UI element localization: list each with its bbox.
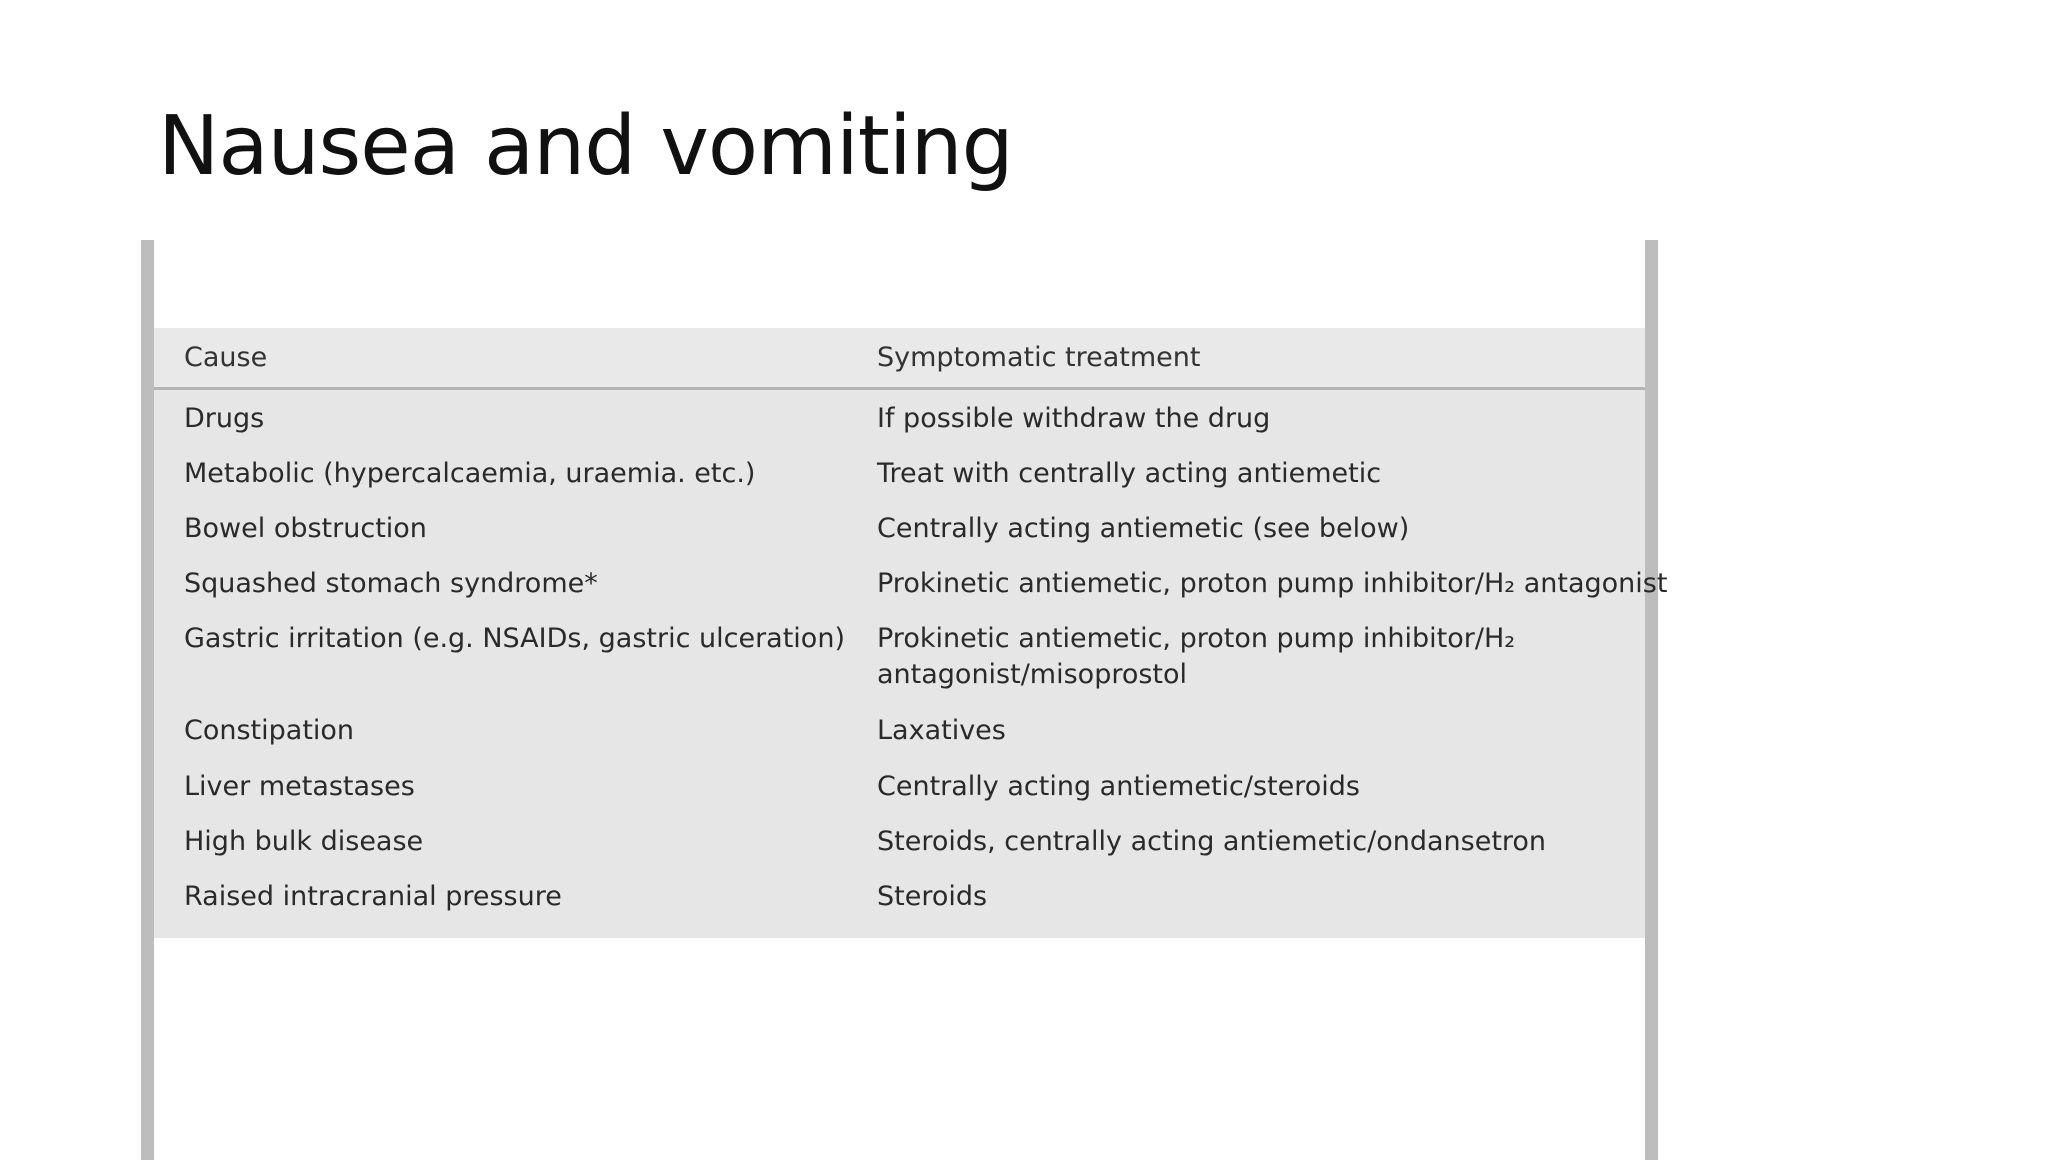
table-row [154,511,1645,561]
cause-cell: Constipation [184,715,355,746]
header-symptomatic-treatment: Symptomatic treatment [877,342,1201,373]
cause-cell: Metabolic (hypercalcaemia, uraemia. etc.) [184,458,756,489]
treatment-cell: Steroids [877,881,988,912]
cause-cell: Raised intracranial pressure [184,881,562,912]
table-row [154,824,1645,874]
treatment-cell: Laxatives [877,715,1006,746]
treatment-cell: Prokinetic antiemetic, proton pump inhibitor/H₂ antagonist [877,568,1668,599]
table-row [154,621,1645,707]
treatment-cell: Steroids, centrally acting antiemetic/ondansetron [877,826,1547,857]
cause-cell: Liver metastases [184,771,415,802]
table-row [154,713,1645,763]
table-header-row [154,328,1645,390]
cause-cell: Gastric irritation (e.g. NSAIDs, gastric ulceration) [184,623,845,654]
treatment-cell: Centrally acting antiemetic (see below) [877,513,1410,544]
table-row [154,456,1645,506]
treatment-cell: If possible withdraw the drug [877,403,1271,434]
table-row [154,566,1668,616]
cause-cell: Drugs [184,403,265,434]
table-image-frame [141,240,1668,1160]
table-row [154,401,1645,451]
table-row [154,769,1645,819]
table-body [154,393,1668,933]
cause-treatment-table [154,328,1668,938]
treatment-cell: Centrally acting antiemetic/steroids [877,771,1360,802]
cause-cell: Bowel obstruction [184,513,427,544]
treatment-cell: Prokinetic antiemetic, proton pump inhibitor/H₂ antagonist/misoprostol [877,623,1516,690]
table-row [154,879,1645,929]
header-cause: Cause [184,342,268,373]
slide-title: Nausea and vomiting [158,99,1013,194]
cause-cell: Squashed stomach syndrome* [184,568,598,599]
treatment-cell: Treat with centrally acting antiemetic [877,458,1382,489]
cause-cell: High bulk disease [184,826,424,857]
